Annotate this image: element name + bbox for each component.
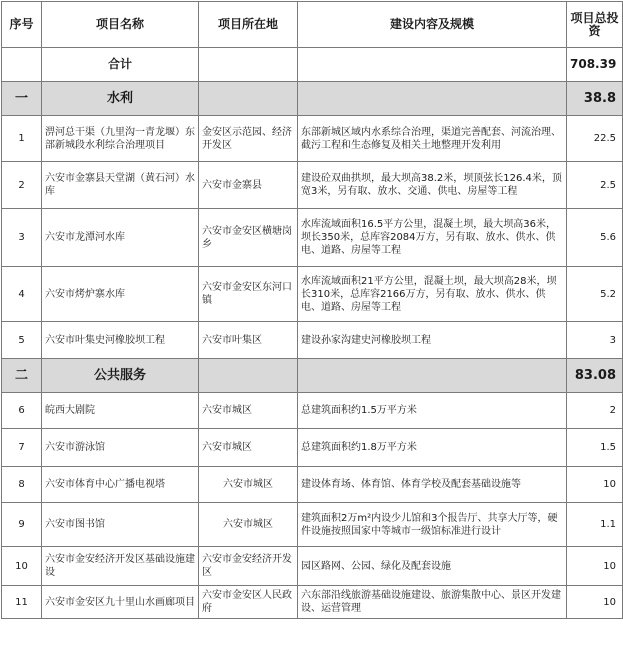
row-investment: 1.5 xyxy=(567,429,623,467)
row-investment: 1.1 xyxy=(567,503,623,547)
header-location: 项目所在地 xyxy=(199,2,298,48)
section-title: 公共服务 xyxy=(42,359,199,393)
row-investment: 22.5 xyxy=(567,116,623,162)
table-row xyxy=(2,547,623,586)
table-row xyxy=(2,209,623,267)
table-row xyxy=(2,116,623,162)
row-content: 水库流域面积21平方公里，混凝土坝，最大坝高28米，坝长310米，总库容2166万方，另有取、放水、供水、供电、道路、房屋等工程 xyxy=(298,267,567,322)
row-content: 建设孙家沟建史河橡胶坝工程 xyxy=(298,322,567,359)
section-title: 水利 xyxy=(42,82,199,116)
table-row xyxy=(2,322,623,359)
row-name: 六安市图书馆 xyxy=(42,503,199,547)
section-index: 二 xyxy=(2,359,42,393)
section-row xyxy=(2,359,623,393)
header-index: 序号 xyxy=(2,2,42,48)
row-name: 六安市金寨县天堂湖（黄石河）水库 xyxy=(42,162,199,209)
section-row xyxy=(2,82,623,116)
row-investment: 2.5 xyxy=(567,162,623,209)
total-label: 合计 xyxy=(42,48,199,82)
row-content: 总建筑面积约1.8万平方米 xyxy=(298,429,567,467)
table-row xyxy=(2,503,623,547)
row-investment: 10 xyxy=(567,547,623,586)
row-name: 六安市烤炉寨水库 xyxy=(42,267,199,322)
table-row xyxy=(2,162,623,209)
row-index: 6 xyxy=(2,393,42,429)
row-index: 7 xyxy=(2,429,42,467)
project-table xyxy=(1,1,623,619)
header-name: 项目名称 xyxy=(42,2,199,48)
header-row xyxy=(2,2,623,48)
row-investment: 5.6 xyxy=(567,209,623,267)
row-content: 六东部沿线旅游基础设施建设、旅游集散中心、景区开发建设、运营管理 xyxy=(298,586,567,619)
row-location: 六安市城区 xyxy=(199,467,298,503)
header-investment: 项目总投资 xyxy=(567,2,623,48)
row-investment: 2 xyxy=(567,393,623,429)
row-index: 3 xyxy=(2,209,42,267)
row-location: 六安市城区 xyxy=(199,503,298,547)
total-value: 708.39 xyxy=(567,48,623,82)
table-row xyxy=(2,429,623,467)
table-row xyxy=(2,267,623,322)
row-location: 六安市金安区东河口镇 xyxy=(199,267,298,322)
section-index: 一 xyxy=(2,82,42,116)
row-name: 六安市体育中心广播电视塔 xyxy=(42,467,199,503)
row-content: 水库流域面积16.5平方公里，混凝土坝，最大坝高36米，坝长350米，总库容2084万方，另有取、放水、供水、供电、道路、房屋等工程 xyxy=(298,209,567,267)
table-row xyxy=(2,467,623,503)
row-content: 总建筑面积约1.5万平方米 xyxy=(298,393,567,429)
row-location: 六安市金安区横塘岗乡 xyxy=(199,209,298,267)
row-location: 六安市金安区人民政府 xyxy=(199,586,298,619)
row-location: 金安区示范园、经济开发区 xyxy=(199,116,298,162)
row-name: 六安市叶集史河橡胶坝工程 xyxy=(42,322,199,359)
row-investment: 10 xyxy=(567,467,623,503)
row-content: 建设体育场、体育馆、体育学校及配套基础设施等 xyxy=(298,467,567,503)
row-investment: 5.2 xyxy=(567,267,623,322)
row-content: 建设砼双曲拱坝，最大坝高38.2米，坝顶弦长126.4米，顶宽3米，另有取、放水、交通、供电、房屋等工程 xyxy=(298,162,567,209)
row-location: 六安市城区 xyxy=(199,393,298,429)
row-name: 六安市金安区九十里山水画廊项目 xyxy=(42,586,199,619)
row-location: 六安市金安经济开发区 xyxy=(199,547,298,586)
section-subtotal: 83.08 xyxy=(567,359,623,393)
row-location: 六安市城区 xyxy=(199,429,298,467)
row-name: 皖西大剧院 xyxy=(42,393,199,429)
table-row xyxy=(2,586,623,619)
row-location: 六安市金寨县 xyxy=(199,162,298,209)
header-content: 建设内容及规模 xyxy=(298,2,567,48)
row-content: 东部新城区域内水系综合治理，渠道完善配套、河流治理、截污工程和生态修复及相关土地整理开发利用 xyxy=(298,116,567,162)
row-name: 六安市游泳馆 xyxy=(42,429,199,467)
row-investment: 3 xyxy=(567,322,623,359)
row-index: 1 xyxy=(2,116,42,162)
row-index: 10 xyxy=(2,547,42,586)
row-name: 淠河总干渠（九里沟一青龙堰）东部新城段水利综合治理项目 xyxy=(42,116,199,162)
row-index: 2 xyxy=(2,162,42,209)
row-content: 园区路网、公园、绿化及配套设施 xyxy=(298,547,567,586)
table-row xyxy=(2,393,623,429)
row-name: 六安市金安经济开发区基础设施建设 xyxy=(42,547,199,586)
row-index: 5 xyxy=(2,322,42,359)
row-location: 六安市叶集区 xyxy=(199,322,298,359)
row-index: 11 xyxy=(2,586,42,619)
row-investment: 10 xyxy=(567,586,623,619)
row-name: 六安市龙潭河水库 xyxy=(42,209,199,267)
row-index: 4 xyxy=(2,267,42,322)
row-index: 8 xyxy=(2,467,42,503)
row-index: 9 xyxy=(2,503,42,547)
total-row xyxy=(2,48,623,82)
row-content: 建筑面积2万m²内设少儿馆和3个报告厅、共享大厅等，硬件设施按照国家中等城市一级馆标准进行设计 xyxy=(298,503,567,547)
section-subtotal: 38.8 xyxy=(567,82,623,116)
